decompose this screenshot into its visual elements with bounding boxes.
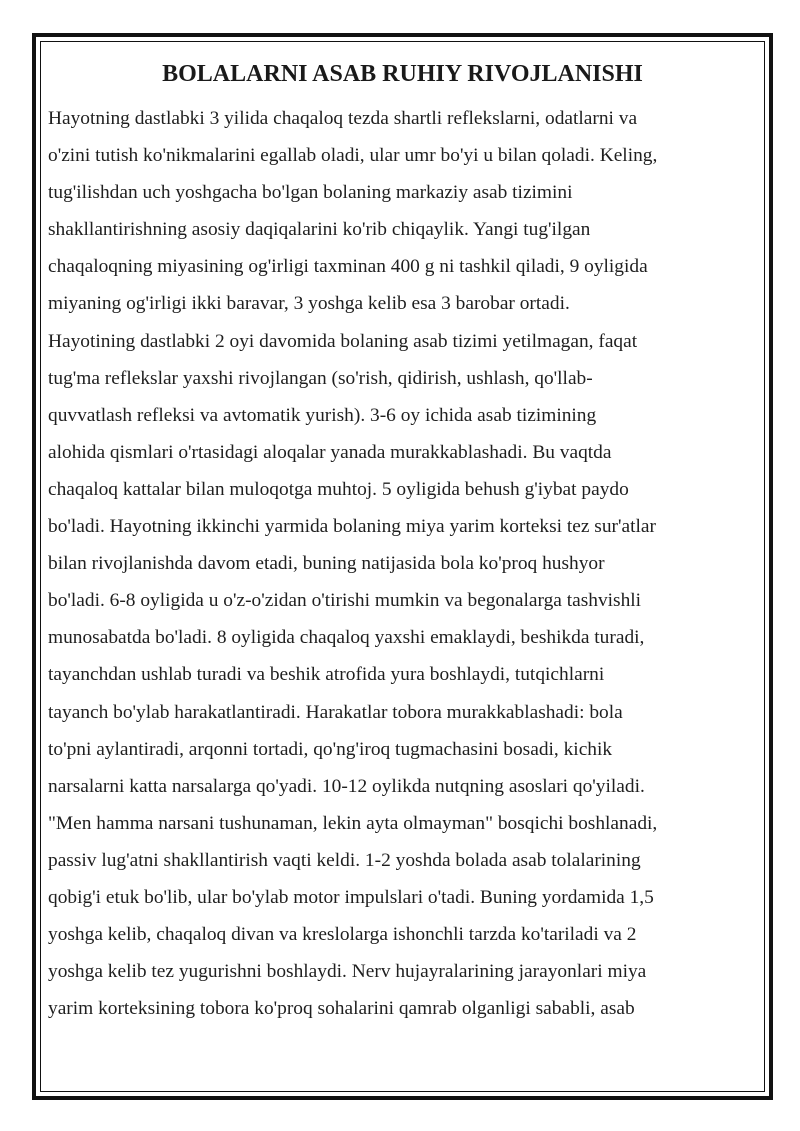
text-line: to'pni aylantiradi, arqonni tortadi, qo'ng'iroq tugmachasini bosadi, kichik <box>48 738 613 760</box>
text-line: quvvatlash refleksi va avtomatik yurish). 3-6 oy ichida asab tizimining <box>48 404 597 426</box>
page-title: BOLALARNI ASAB RUHIY RIVOJLANISHI <box>162 61 643 87</box>
text-line: yoshga kelib tez yugurishni boshlaydi. Nerv hujayralarining jarayonlari miya <box>48 961 647 983</box>
text-line: tug'ilishdan uch yoshgacha bo'lgan bolaning markaziy asab tizimini <box>48 182 573 204</box>
text-line: "Men hamma narsani tushunaman, lekin ayta olmayman" bosqichi boshlanadi, <box>48 812 658 834</box>
text-line: bilan rivojlanishda davom etadi, buning natijasida bola ko'proq hushyor <box>48 553 605 575</box>
text-line: tug'ma reflekslar yaxshi rivojlangan (so'rish, qidirish, ushlash, qo'llab- <box>48 367 593 389</box>
text-line: munosabatda bo'ladi. 8 oyligida chaqaloq yaxshi emaklaydi, beshikda turadi, <box>48 627 645 649</box>
text-line: yoshga kelib, chaqaloq divan va kreslolarga ishonchli tarzda ko'tariladi va 2 <box>48 924 637 946</box>
text-line: yarim korteksining tobora ko'proq sohalarini qamrab olganligi sababli, asab <box>48 998 635 1020</box>
text-line: chaqaloqning miyasining og'irligi taxminan 400 g ni tashkil qiladi, 9 oyligida <box>48 256 648 278</box>
text-line: tayanchdan ushlab turadi va beshik atrofida yura boshlaydi, tutqichlarni <box>48 664 605 686</box>
text-line: bo'ladi. Hayotning ikkinchi yarmida bolaning miya yarim korteksi tez sur'atlar <box>48 516 656 538</box>
text-line: Hayotining dastlabki 2 oyi davomida bolaning asab tizimi yetilmagan, faqat <box>48 330 638 352</box>
text-line: chaqaloq kattalar bilan muloqotga muhtoj. 5 oyligida behush g'iybat paydo <box>48 478 629 500</box>
text-line: qobig'i etuk bo'lib, ular bo'ylab motor impulslari o'tadi. Buning yordamida 1,5 <box>48 886 654 908</box>
text-line: miyaning og'irligi ikki baravar, 3 yoshga kelib esa 3 barobar ortadi. <box>48 293 570 315</box>
text-line: narsalarni katta narsalarga qo'yadi. 10-12 oylikda nutqning asoslari qo'yiladi. <box>48 775 645 797</box>
text-line: tayanch bo'ylab harakatlantiradi. Harakatlar tobora murakkablashadi: bola <box>48 701 623 723</box>
text-line: shakllantirishning asosiy daqiqalarini ko'rib chiqaylik. Yangi tug'ilgan <box>48 219 591 241</box>
text-line: alohida qismlari o'rtasidagi aloqalar yanada murakkablashadi. Bu vaqtda <box>48 441 612 463</box>
text-line: o'zini tutish ko'nikmalarini egallab oladi, ular umr bo'yi u bilan qoladi. Keling, <box>48 145 658 167</box>
body-paragraph <box>48 100 768 1027</box>
text-line: passiv lug'atni shakllantirish vaqti keldi. 1-2 yoshda bolada asab tolalarining <box>48 849 641 871</box>
text-line: Hayotning dastlabki 3 yilida chaqaloq tezda shartli reflekslarni, odatlarni va <box>48 108 638 129</box>
text-line: bo'ladi. 6-8 oyligida u o'z-o'zidan o'tirishi mumkin va begonalarga tashvishli <box>48 590 642 612</box>
